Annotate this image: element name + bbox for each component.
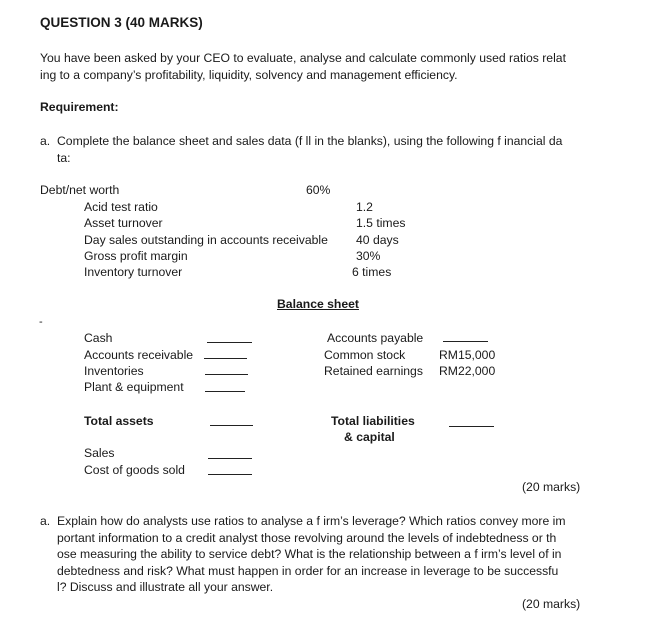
asset-label: Inventories xyxy=(84,364,144,378)
marks-part-b: (20 marks) xyxy=(522,597,581,611)
intro-line-2: ing to a company’s profitability, liquidity, solvency and management efficiency. xyxy=(40,68,458,82)
ratio-label: Asset turnover xyxy=(84,216,163,230)
ratio-label: Gross profit margin xyxy=(84,249,188,263)
part-b-line-4: debtedness and risk? What must happen in order for an increase in leverage to be successfu xyxy=(57,564,559,578)
blank-total-assets xyxy=(210,425,253,426)
blank-accounts-payable xyxy=(443,341,488,342)
asset-label: Accounts receivable xyxy=(84,348,194,362)
liability-label: Common stock xyxy=(324,348,406,362)
total-liabilities-label: Total liabilities xyxy=(331,414,415,428)
part-a-marker: a. xyxy=(40,134,51,148)
ratio-value: 1.5 times xyxy=(356,216,406,230)
requirement-label: Requirement: xyxy=(40,100,119,114)
intro-line-1: You have been asked by your CEO to evaluate, analyse and calculate commonly used ratios relat xyxy=(40,51,566,65)
ratio-value: 40 days xyxy=(356,233,399,247)
blank-inventories xyxy=(205,374,248,375)
total-liabilities-label-2: & capital xyxy=(344,430,395,444)
blank-plant-equipment xyxy=(205,391,245,392)
blank-cash xyxy=(207,342,252,343)
blank-accounts-receivable xyxy=(204,358,247,359)
ratio-value: 6 times xyxy=(352,265,392,279)
ratio-label: Day sales outstanding in accounts receivable xyxy=(84,233,328,247)
marks-part-a: (20 marks) xyxy=(522,480,581,494)
blank-cogs xyxy=(208,474,252,475)
sales-label: Sales xyxy=(84,446,115,460)
ratio-label: Inventory turnover xyxy=(84,265,183,279)
ratio-value: 30% xyxy=(356,249,381,263)
part-b-line-3: ose measuring the ability to service debt? What is the relationship between a f irm’s level of in xyxy=(57,547,562,561)
blank-total-liabilities xyxy=(449,426,494,427)
liability-value: RM22,000 xyxy=(439,364,496,378)
part-b-line-1: Explain how do analysts use ratios to analyse a f irm’s leverage? Which ratios convey more im xyxy=(57,514,566,528)
ratio-value: 1.2 xyxy=(356,200,373,214)
part-b-line-2: portant information to a credit analyst those revolving around the levels of indebtedness or th xyxy=(57,531,557,545)
ratio-label: Acid test ratio xyxy=(84,200,158,214)
asset-label: Plant & equipment xyxy=(84,380,184,394)
balance-sheet-title: Balance sheet xyxy=(277,297,359,311)
part-b-line-5: l? Discuss and illustrate all your answer. xyxy=(57,580,274,594)
liability-label: Accounts payable xyxy=(327,331,424,345)
part-b-marker: a. xyxy=(40,514,51,528)
part-a-line-2: ta: xyxy=(57,151,71,165)
ratio-label: Debt/net worth xyxy=(40,183,120,197)
stray-dash: - xyxy=(39,316,43,328)
cogs-label: Cost of goods sold xyxy=(84,463,185,477)
total-assets-label: Total assets xyxy=(84,414,154,428)
question-heading: QUESTION 3 (40 MARKS) xyxy=(40,15,203,30)
part-a-line-1: Complete the balance sheet and sales data (f ll in the blanks), using the following f inancial da xyxy=(57,134,563,148)
blank-sales xyxy=(208,458,252,459)
liability-value: RM15,000 xyxy=(439,348,496,362)
asset-label: Cash xyxy=(84,331,113,345)
liability-label: Retained earnings xyxy=(324,364,423,378)
ratio-value: 60% xyxy=(306,183,331,197)
